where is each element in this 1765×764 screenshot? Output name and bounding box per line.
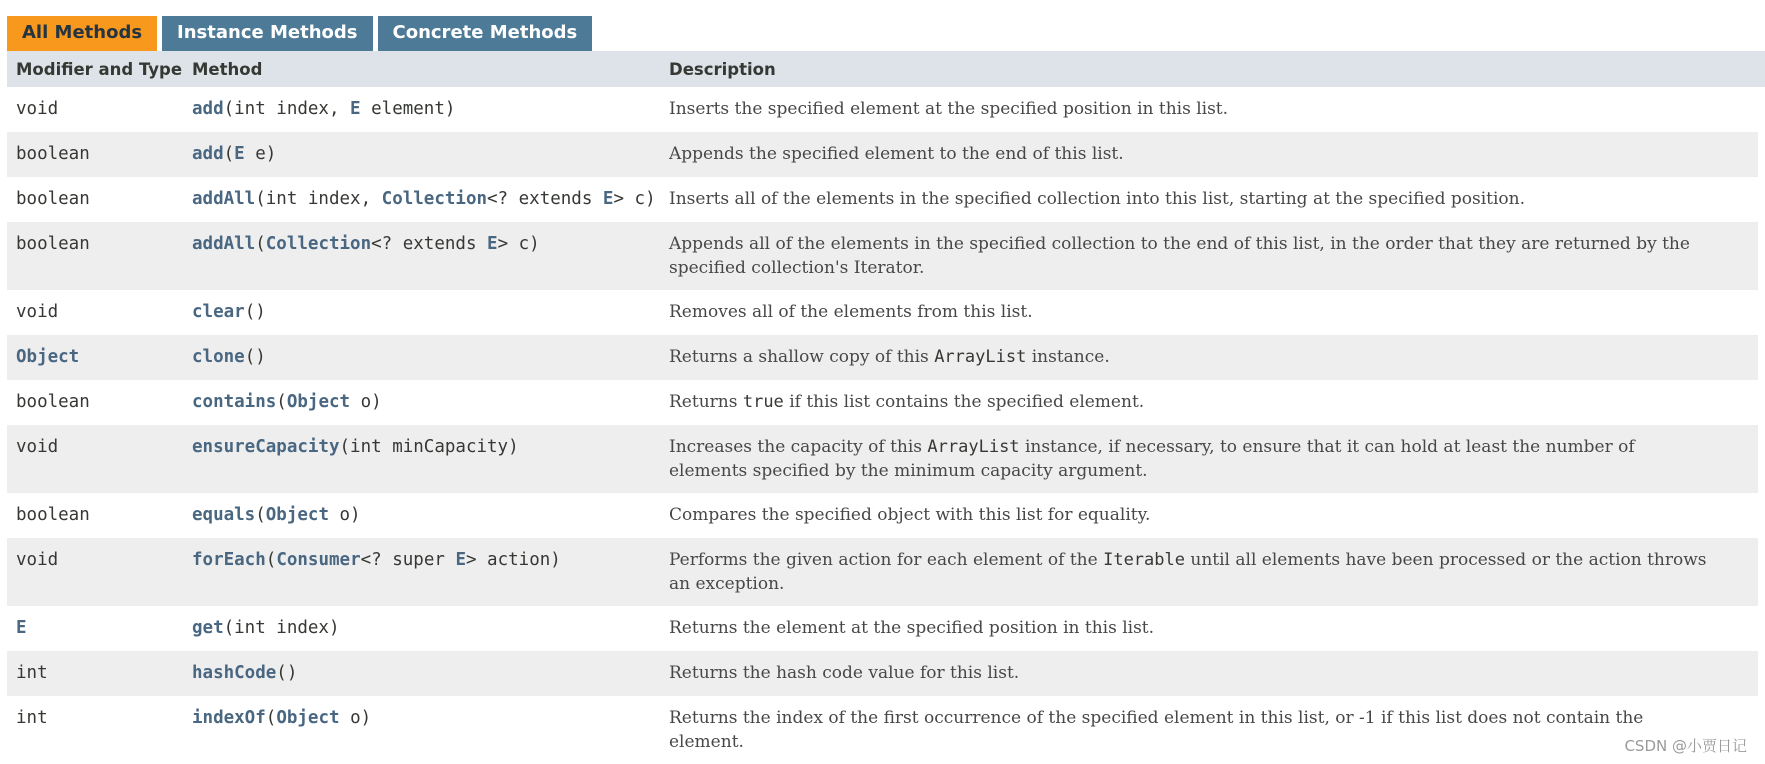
method-params: (int index, <box>255 189 382 209</box>
table-header-row <box>7 51 1758 87</box>
modifier-type: void <box>16 302 59 322</box>
description-text: instance. <box>1026 347 1110 367</box>
modifier-type: boolean <box>16 392 90 412</box>
method-params: <? super <box>360 550 456 570</box>
method-signature <box>183 391 660 413</box>
column-header-description: Description <box>669 59 776 79</box>
method-description: Appends the specified element to the end of this list. <box>669 144 1124 164</box>
method-params: ( <box>223 144 235 164</box>
description-text: Returns <box>669 392 743 412</box>
table-row <box>7 425 1758 493</box>
method-params: element) <box>360 99 456 119</box>
type-link-Object[interactable]: Object <box>276 708 340 728</box>
type-link-E[interactable]: E <box>487 234 498 254</box>
tab-all-methods[interactable]: All Methods <box>7 16 157 51</box>
modifier-type <box>7 617 183 639</box>
type-link-Consumer[interactable]: Consumer <box>276 550 361 570</box>
method-description <box>660 706 1758 754</box>
description-line <box>669 435 1748 459</box>
type-link-E[interactable]: E <box>234 144 245 164</box>
column-header-method: Method <box>192 59 263 79</box>
method-params: <? extends <box>487 189 603 209</box>
method-description: Inserts the specified element at the specified position in this list. <box>669 99 1229 119</box>
modifier-type: boolean <box>16 144 90 164</box>
method-params: (int index, <box>223 99 351 119</box>
type-link-Collection[interactable]: Collection <box>265 234 372 254</box>
table-row <box>7 335 1758 380</box>
method-description <box>660 232 1758 280</box>
table-row <box>7 290 1758 335</box>
method-signature <box>183 143 660 165</box>
method-params: (int minCapacity) <box>339 437 519 457</box>
method-signature <box>183 301 660 323</box>
method-link-equals[interactable]: equals <box>192 505 256 525</box>
method-link-hashCode[interactable]: hashCode <box>192 663 277 683</box>
description-line: an exception. <box>669 574 785 594</box>
method-params: ( <box>255 505 266 525</box>
column-header-modifier: Modifier and Type <box>16 59 183 79</box>
method-link-clear[interactable]: clear <box>192 302 245 322</box>
modifier-type: void <box>16 99 59 119</box>
description-code: Iterable <box>1103 550 1185 570</box>
table-row <box>7 132 1758 177</box>
method-signature <box>183 617 660 639</box>
method-params: > action) <box>465 550 561 570</box>
modifier-type: void <box>16 550 59 570</box>
method-link-clone[interactable]: clone <box>192 347 245 367</box>
description-line: element. <box>669 732 744 752</box>
type-link-Object[interactable]: Object <box>16 347 80 367</box>
tab-concrete-methods[interactable]: Concrete Methods <box>378 16 593 51</box>
method-params: e) <box>244 144 277 164</box>
method-description <box>660 548 1758 596</box>
type-link-Object[interactable]: Object <box>265 505 329 525</box>
description-text: Performs the given action for each element of the <box>669 550 1104 570</box>
method-params: (int index) <box>223 618 340 638</box>
description-line: Appends all of the elements in the specified collection to the end of this list, in the order that they are returned by the <box>669 234 1690 254</box>
method-signature <box>183 549 660 571</box>
table-row <box>7 380 1758 425</box>
description-text: Increases the capacity of this <box>669 437 928 457</box>
modifier-type: boolean <box>16 234 90 254</box>
method-description <box>660 435 1758 483</box>
description-text: until all elements have been processed or the action throws <box>1184 550 1707 570</box>
table-row <box>7 538 1758 606</box>
description-code: ArrayList <box>934 347 1027 367</box>
tab-instance-methods[interactable]: Instance Methods <box>162 16 372 51</box>
table-row <box>7 651 1758 696</box>
description-text: Returns a shallow copy of this <box>669 347 935 367</box>
description-line: elements specified by the minimum capacity argument. <box>669 461 1148 481</box>
method-params: ( <box>276 392 287 412</box>
modifier-type <box>7 346 183 368</box>
description-line: Returns the index of the first occurrence of the specified element in this list, or -1 if this list does not contain the <box>669 708 1644 728</box>
modifier-type: void <box>16 437 59 457</box>
method-link-get[interactable]: get <box>192 618 224 638</box>
watermark: CSDN @小贾日记 <box>1624 737 1747 755</box>
method-summary-table <box>7 51 1758 764</box>
type-link-E[interactable]: E <box>455 550 466 570</box>
method-link-addAll[interactable]: addAll <box>192 234 256 254</box>
method-params: () <box>276 663 298 683</box>
type-link-E[interactable]: E <box>602 189 614 209</box>
method-params: ( <box>265 550 277 570</box>
type-link-Collection[interactable]: Collection <box>381 189 488 209</box>
description-code: ArrayList <box>927 437 1020 457</box>
method-link-add[interactable]: add <box>192 144 224 164</box>
method-link-contains[interactable]: contains <box>192 392 277 412</box>
method-params: o) <box>339 708 372 728</box>
method-signature <box>183 346 660 368</box>
type-link-Object[interactable]: Object <box>286 392 351 412</box>
method-params: > c) <box>613 189 656 209</box>
method-params: o) <box>350 392 382 412</box>
description-code: true <box>742 392 784 412</box>
method-filter-tabs <box>7 16 592 51</box>
table-row <box>7 177 1758 222</box>
method-description: Compares the specified object with this list for equality. <box>669 505 1151 525</box>
method-signature <box>183 662 660 684</box>
method-description: Returns the element at the specified position in this list. <box>669 618 1155 638</box>
method-signature <box>183 436 660 458</box>
modifier-type: boolean <box>16 189 90 209</box>
table-row <box>7 606 1758 651</box>
type-link-E[interactable]: E <box>16 618 27 638</box>
method-params: > c) <box>497 234 540 254</box>
method-params: ( <box>255 234 266 254</box>
description-text: instance, if necessary, to ensure that it can hold at least the number of <box>1019 437 1635 457</box>
method-link-indexOf[interactable]: indexOf <box>192 708 266 728</box>
method-signature <box>183 504 660 526</box>
table-row <box>7 696 1758 764</box>
method-link-ensureCapacity[interactable]: ensureCapacity <box>192 437 340 457</box>
table-row <box>7 87 1758 132</box>
method-link-forEach[interactable]: forEach <box>192 550 266 570</box>
description-line <box>669 548 1748 572</box>
description-text: if this list contains the specified element. <box>783 392 1145 412</box>
method-description <box>660 390 1758 414</box>
method-signature <box>183 707 660 729</box>
method-signature <box>183 98 660 120</box>
table-row <box>7 222 1758 290</box>
method-description: Returns the hash code value for this list. <box>669 663 1020 683</box>
method-params: ( <box>265 708 277 728</box>
method-signature <box>183 188 660 210</box>
modifier-type: boolean <box>16 505 90 525</box>
table-row <box>7 493 1758 538</box>
method-signature <box>183 233 660 255</box>
modifier-type: int <box>16 708 48 728</box>
method-description <box>660 345 1758 369</box>
method-params: () <box>244 302 266 322</box>
method-params: o) <box>328 505 361 525</box>
method-link-add[interactable]: add <box>192 99 224 119</box>
method-link-addAll[interactable]: addAll <box>192 189 256 209</box>
modifier-type: int <box>16 663 48 683</box>
description-line: specified collection's Iterator. <box>669 258 925 278</box>
type-link-E[interactable]: E <box>350 99 361 119</box>
method-params: <? extends <box>371 234 488 254</box>
method-description: Removes all of the elements from this list. <box>669 302 1033 322</box>
method-description: Inserts all of the elements in the specified collection into this list, starting at the specified position. <box>669 189 1526 209</box>
method-params: () <box>244 347 266 367</box>
